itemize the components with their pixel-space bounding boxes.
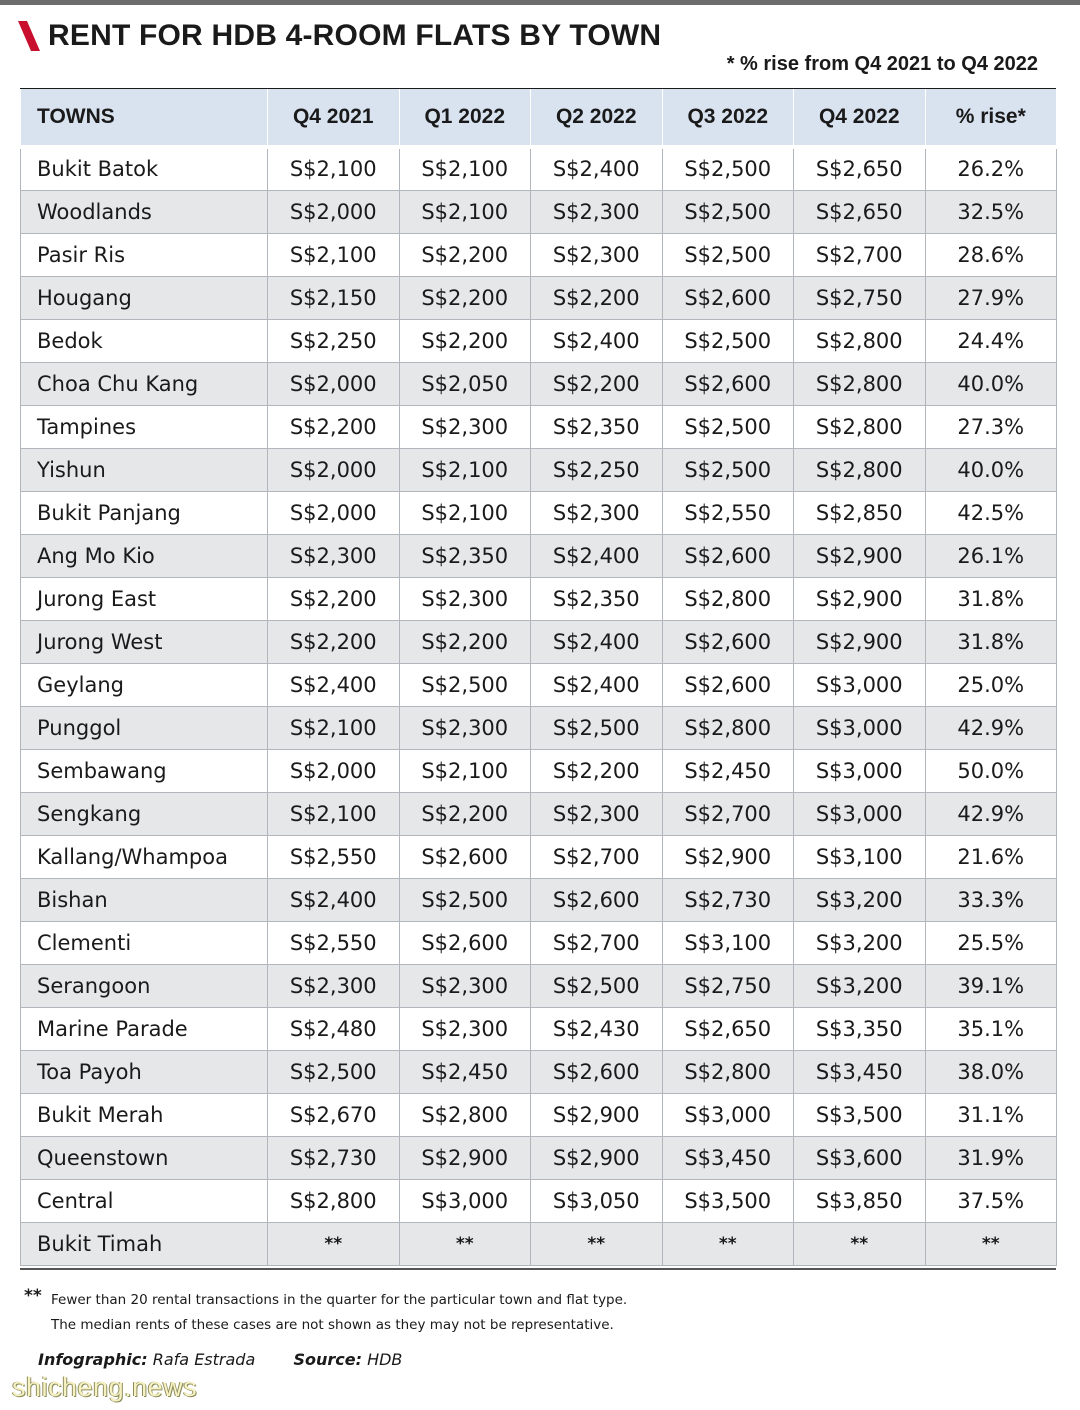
table-row — [21, 1136, 1057, 1179]
table-row — [21, 1222, 1057, 1265]
cell-q3-2022: S$2,800 — [662, 1050, 794, 1093]
table-body — [21, 147, 1057, 1265]
table-row — [21, 448, 1057, 491]
cell-q3-2022: S$2,500 — [662, 233, 794, 276]
cell-q1-2022: S$2,300 — [399, 964, 531, 1007]
cell-q3-2022: S$2,500 — [662, 448, 794, 491]
cell-q3-2022: S$2,500 — [662, 190, 794, 233]
cell-q2-2022: S$2,250 — [531, 448, 663, 491]
cell-town: Punggol — [21, 706, 268, 749]
cell-pct-rise: 37.5% — [925, 1179, 1057, 1222]
cell-q4-2021: S$2,670 — [268, 1093, 400, 1136]
table-row — [21, 964, 1057, 1007]
cell-q1-2022: S$2,450 — [399, 1050, 531, 1093]
subtitle-note: * % rise from Q4 2021 to Q4 2022 — [726, 53, 1038, 75]
cell-q4-2022: S$3,450 — [794, 1050, 926, 1093]
cell-pct-rise: 50.0% — [925, 749, 1057, 792]
footnote-line-1: Fewer than 20 rental transactions in the quarter for the particular town and flat type. — [51, 1292, 628, 1308]
cell-q4-2021: S$2,200 — [268, 620, 400, 663]
cell-q1-2022: S$2,200 — [399, 276, 531, 319]
cell-q2-2022: S$2,200 — [531, 362, 663, 405]
cell-pct-rise: 40.0% — [925, 362, 1057, 405]
cell-pct-rise: 38.0% — [925, 1050, 1057, 1093]
cell-q3-2022: S$2,800 — [662, 577, 794, 620]
table-row — [21, 1050, 1057, 1093]
cell-pct-rise: 27.9% — [925, 276, 1057, 319]
cell-town: Bukit Batok — [21, 147, 268, 190]
cell-q4-2022: S$2,650 — [794, 190, 926, 233]
cell-q4-2021: S$2,300 — [268, 964, 400, 1007]
cell-q4-2022: S$2,850 — [794, 491, 926, 534]
cell-q2-2022: S$2,600 — [531, 1050, 663, 1093]
table-row — [21, 147, 1057, 190]
cell-town: Central — [21, 1179, 268, 1222]
cell-pct-rise: 24.4% — [925, 319, 1057, 362]
cell-pct-rise: 21.6% — [925, 835, 1057, 878]
cell-q2-2022: S$2,900 — [531, 1136, 663, 1179]
cell-q1-2022: S$2,100 — [399, 448, 531, 491]
cell-q2-2022: S$2,500 — [531, 706, 663, 749]
cell-town: Bedok — [21, 319, 268, 362]
table-row — [21, 319, 1057, 362]
cell-pct-rise: 33.3% — [925, 878, 1057, 921]
cell-q1-2022: S$2,200 — [399, 620, 531, 663]
cell-q4-2021: S$2,500 — [268, 1050, 400, 1093]
cell-q3-2022: S$2,900 — [662, 835, 794, 878]
cell-town: Pasir Ris — [21, 233, 268, 276]
cell-pct-rise: 25.0% — [925, 663, 1057, 706]
cell-q4-2021: S$2,000 — [268, 190, 400, 233]
cell-q2-2022: S$2,300 — [531, 491, 663, 534]
cell-town: Serangoon — [21, 964, 268, 1007]
header-towns: TOWNS — [21, 89, 268, 147]
cell-q2-2022: S$2,300 — [531, 233, 663, 276]
cell-q4-2022: S$2,900 — [794, 577, 926, 620]
cell-q2-2022: ** — [531, 1222, 663, 1265]
cell-pct-rise: 28.6% — [925, 233, 1057, 276]
cell-pct-rise: 40.0% — [925, 448, 1057, 491]
cell-pct-rise: 32.5% — [925, 190, 1057, 233]
table-bottom-rule — [20, 1268, 1056, 1270]
cell-q3-2022: S$3,000 — [662, 1093, 794, 1136]
cell-q3-2022: S$2,500 — [662, 319, 794, 362]
cell-q4-2021: S$2,000 — [268, 491, 400, 534]
cell-q3-2022: S$2,450 — [662, 749, 794, 792]
cell-q4-2022: S$2,650 — [794, 147, 926, 190]
cell-q4-2022: S$3,350 — [794, 1007, 926, 1050]
table-row — [21, 792, 1057, 835]
cell-q4-2022: S$3,200 — [794, 964, 926, 1007]
cell-q1-2022: S$2,500 — [399, 663, 531, 706]
cell-q4-2021: S$2,550 — [268, 835, 400, 878]
cell-town: Yishun — [21, 448, 268, 491]
cell-q2-2022: S$2,400 — [531, 663, 663, 706]
cell-q4-2021: S$2,100 — [268, 147, 400, 190]
cell-q1-2022: S$2,100 — [399, 749, 531, 792]
cell-town: Tampines — [21, 405, 268, 448]
cell-town: Clementi — [21, 921, 268, 964]
credits — [38, 1350, 402, 1369]
cell-q3-2022: S$2,600 — [662, 663, 794, 706]
cell-pct-rise: 42.9% — [925, 706, 1057, 749]
cell-q1-2022: S$2,100 — [399, 190, 531, 233]
credit-source-name: HDB — [367, 1350, 403, 1369]
cell-pct-rise: 35.1% — [925, 1007, 1057, 1050]
cell-q3-2022: S$2,600 — [662, 276, 794, 319]
cell-pct-rise: 39.1% — [925, 964, 1057, 1007]
cell-q4-2022: S$3,000 — [794, 663, 926, 706]
cell-q3-2022: S$3,450 — [662, 1136, 794, 1179]
cell-q2-2022: S$2,400 — [531, 319, 663, 362]
cell-q1-2022: S$2,800 — [399, 1093, 531, 1136]
table-row — [21, 362, 1057, 405]
cell-town: Queenstown — [21, 1136, 268, 1179]
cell-town: Toa Payoh — [21, 1050, 268, 1093]
cell-q1-2022: S$2,200 — [399, 792, 531, 835]
cell-q4-2022: S$3,000 — [794, 706, 926, 749]
rent-table — [20, 89, 1057, 1266]
cell-q4-2021: S$2,400 — [268, 663, 400, 706]
cell-q1-2022: S$2,600 — [399, 921, 531, 964]
table-header-row — [21, 89, 1057, 147]
cell-q2-2022: S$2,350 — [531, 577, 663, 620]
cell-q1-2022: S$2,900 — [399, 1136, 531, 1179]
cell-q4-2021: S$2,300 — [268, 534, 400, 577]
credit-infographic-name: Rafa Estrada — [152, 1350, 256, 1369]
credit-source-label: Source: — [293, 1350, 362, 1369]
cell-q2-2022: S$2,300 — [531, 190, 663, 233]
cell-q2-2022: S$2,200 — [531, 749, 663, 792]
cell-pct-rise: 26.2% — [925, 147, 1057, 190]
cell-q1-2022: S$3,000 — [399, 1179, 531, 1222]
cell-q1-2022: S$2,300 — [399, 577, 531, 620]
table-row — [21, 276, 1057, 319]
cell-q2-2022: S$2,900 — [531, 1093, 663, 1136]
page-title: RENT FOR HDB 4-ROOM FLATS BY TOWN — [48, 19, 662, 52]
cell-pct-rise: 31.8% — [925, 620, 1057, 663]
cell-q4-2022: S$2,800 — [794, 448, 926, 491]
cell-q2-2022: S$2,700 — [531, 921, 663, 964]
cell-town: Bukit Merah — [21, 1093, 268, 1136]
cell-q4-2021: S$2,150 — [268, 276, 400, 319]
table-row — [21, 190, 1057, 233]
cell-q4-2021: S$2,100 — [268, 233, 400, 276]
header-q1-2022: Q1 2022 — [399, 89, 531, 147]
cell-q1-2022: S$2,050 — [399, 362, 531, 405]
table-row — [21, 405, 1057, 448]
cell-q3-2022: S$2,600 — [662, 620, 794, 663]
cell-q3-2022: S$2,800 — [662, 706, 794, 749]
cell-q4-2021: S$2,200 — [268, 577, 400, 620]
cell-q2-2022: S$2,500 — [531, 964, 663, 1007]
cell-q1-2022: ** — [399, 1222, 531, 1265]
cell-q4-2021: S$2,000 — [268, 749, 400, 792]
footnote-line-2: The median rents of these cases are not shown as they may not be representative. — [51, 1317, 614, 1333]
cell-pct-rise: 25.5% — [925, 921, 1057, 964]
cell-q2-2022: S$2,600 — [531, 878, 663, 921]
table-row — [21, 1179, 1057, 1222]
cell-q4-2022: S$2,800 — [794, 405, 926, 448]
cell-q4-2022: S$3,000 — [794, 792, 926, 835]
cell-q1-2022: S$2,100 — [399, 147, 531, 190]
cell-q2-2022: S$2,400 — [531, 534, 663, 577]
top-rule — [0, 0, 1080, 5]
cell-town: Sengkang — [21, 792, 268, 835]
cell-q4-2022: S$3,200 — [794, 878, 926, 921]
cell-q2-2022: S$2,300 — [531, 792, 663, 835]
table-row — [21, 1093, 1057, 1136]
cell-town: Sembawang — [21, 749, 268, 792]
cell-q2-2022: S$2,350 — [531, 405, 663, 448]
cell-pct-rise: 27.3% — [925, 405, 1057, 448]
cell-town: Geylang — [21, 663, 268, 706]
cell-q4-2021: ** — [268, 1222, 400, 1265]
cell-q4-2021: S$2,400 — [268, 878, 400, 921]
table-row — [21, 663, 1057, 706]
cell-town: Bishan — [21, 878, 268, 921]
cell-q4-2021: S$2,480 — [268, 1007, 400, 1050]
cell-q2-2022: S$3,050 — [531, 1179, 663, 1222]
cell-q4-2021: S$2,100 — [268, 792, 400, 835]
cell-q2-2022: S$2,400 — [531, 620, 663, 663]
header-q2-2022: Q2 2022 — [531, 89, 663, 147]
table-row — [21, 1007, 1057, 1050]
cell-q4-2022: S$3,500 — [794, 1093, 926, 1136]
cell-q3-2022: S$2,650 — [662, 1007, 794, 1050]
cell-q3-2022: S$2,500 — [662, 147, 794, 190]
cell-q4-2021: S$2,550 — [268, 921, 400, 964]
cell-q4-2021: S$2,800 — [268, 1179, 400, 1222]
table-row — [21, 534, 1057, 577]
cell-q1-2022: S$2,300 — [399, 405, 531, 448]
header-q4-2022: Q4 2022 — [794, 89, 926, 147]
cell-q4-2022: S$2,900 — [794, 534, 926, 577]
cell-town: Jurong West — [21, 620, 268, 663]
cell-q1-2022: S$2,200 — [399, 319, 531, 362]
cell-q1-2022: S$2,100 — [399, 491, 531, 534]
cell-q4-2021: S$2,000 — [268, 362, 400, 405]
cell-q3-2022: ** — [662, 1222, 794, 1265]
cell-q3-2022: S$2,700 — [662, 792, 794, 835]
table-row — [21, 749, 1057, 792]
title-block — [18, 16, 661, 56]
cell-pct-rise: 42.9% — [925, 792, 1057, 835]
cell-q4-2022: S$2,800 — [794, 362, 926, 405]
slash-mark-icon — [18, 21, 40, 51]
cell-q1-2022: S$2,350 — [399, 534, 531, 577]
cell-q2-2022: S$2,700 — [531, 835, 663, 878]
table-row — [21, 835, 1057, 878]
cell-q2-2022: S$2,430 — [531, 1007, 663, 1050]
cell-q1-2022: S$2,600 — [399, 835, 531, 878]
cell-q3-2022: S$2,600 — [662, 362, 794, 405]
cell-q4-2022: S$3,600 — [794, 1136, 926, 1179]
cell-q3-2022: S$2,600 — [662, 534, 794, 577]
cell-town: Bukit Panjang — [21, 491, 268, 534]
cell-q4-2022: S$2,900 — [794, 620, 926, 663]
footnote-marker: ** — [24, 1286, 42, 1306]
cell-q3-2022: S$2,730 — [662, 878, 794, 921]
cell-q2-2022: S$2,200 — [531, 276, 663, 319]
cell-q4-2022: S$3,850 — [794, 1179, 926, 1222]
cell-q1-2022: S$2,500 — [399, 878, 531, 921]
cell-town: Bukit Timah — [21, 1222, 268, 1265]
cell-q2-2022: S$2,400 — [531, 147, 663, 190]
cell-pct-rise: ** — [925, 1222, 1057, 1265]
cell-q3-2022: S$3,100 — [662, 921, 794, 964]
table-row — [21, 577, 1057, 620]
header-q4-2021: Q4 2021 — [268, 89, 400, 147]
table-row — [21, 706, 1057, 749]
cell-pct-rise: 31.1% — [925, 1093, 1057, 1136]
table-row — [21, 233, 1057, 276]
table-row — [21, 620, 1057, 663]
cell-q4-2022: S$3,200 — [794, 921, 926, 964]
cell-town: Ang Mo Kio — [21, 534, 268, 577]
credit-infographic-label: Infographic: — [38, 1350, 148, 1369]
cell-pct-rise: 42.5% — [925, 491, 1057, 534]
cell-pct-rise: 31.8% — [925, 577, 1057, 620]
cell-town: Choa Chu Kang — [21, 362, 268, 405]
cell-town: Marine Parade — [21, 1007, 268, 1050]
cell-q4-2021: S$2,000 — [268, 448, 400, 491]
cell-q3-2022: S$2,500 — [662, 405, 794, 448]
table-row — [21, 878, 1057, 921]
cell-q1-2022: S$2,300 — [399, 706, 531, 749]
cell-town: Woodlands — [21, 190, 268, 233]
cell-q4-2022: S$2,800 — [794, 319, 926, 362]
cell-q4-2022: S$2,700 — [794, 233, 926, 276]
cell-q1-2022: S$2,200 — [399, 233, 531, 276]
cell-q4-2021: S$2,100 — [268, 706, 400, 749]
cell-q3-2022: S$3,500 — [662, 1179, 794, 1222]
cell-town: Kallang/Whampoa — [21, 835, 268, 878]
header-q3-2022: Q3 2022 — [662, 89, 794, 147]
cell-q3-2022: S$2,550 — [662, 491, 794, 534]
cell-pct-rise: 26.1% — [925, 534, 1057, 577]
cell-q4-2021: S$2,200 — [268, 405, 400, 448]
table-row — [21, 921, 1057, 964]
cell-q4-2022: S$3,000 — [794, 749, 926, 792]
header-pct-rise: % rise* — [925, 89, 1057, 147]
cell-q4-2022: S$2,750 — [794, 276, 926, 319]
cell-q4-2022: ** — [794, 1222, 926, 1265]
cell-pct-rise: 31.9% — [925, 1136, 1057, 1179]
cell-q4-2021: S$2,250 — [268, 319, 400, 362]
cell-q4-2022: S$3,100 — [794, 835, 926, 878]
cell-q3-2022: S$2,750 — [662, 964, 794, 1007]
cell-town: Hougang — [21, 276, 268, 319]
cell-q4-2021: S$2,730 — [268, 1136, 400, 1179]
table-row — [21, 491, 1057, 534]
cell-town: Jurong East — [21, 577, 268, 620]
cell-q1-2022: S$2,300 — [399, 1007, 531, 1050]
watermark: shicheng.news — [12, 1372, 198, 1402]
